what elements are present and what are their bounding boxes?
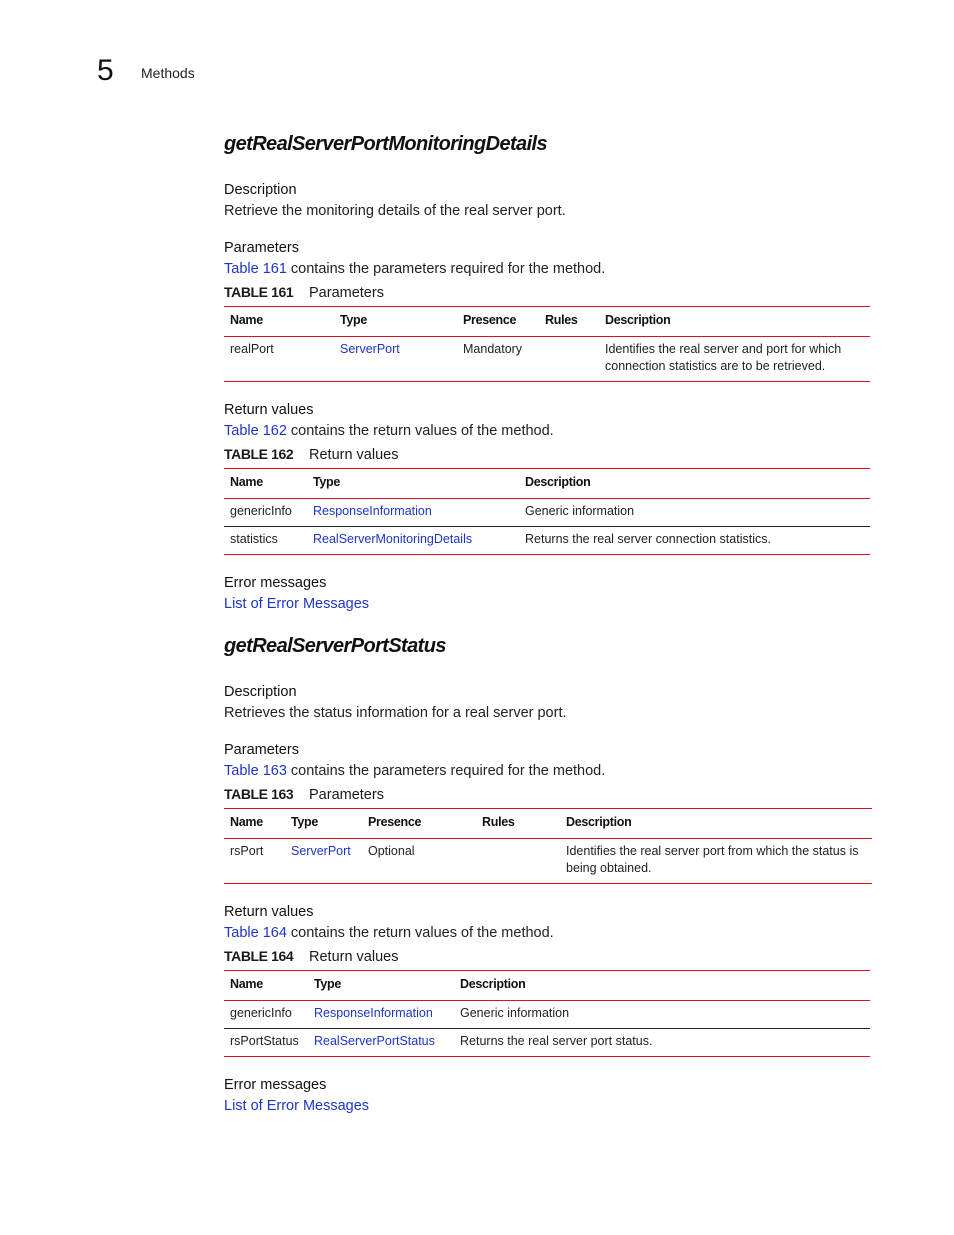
- column-header-description: Description: [599, 307, 870, 337]
- cell-name: genericInfo: [224, 499, 307, 527]
- table-164-link[interactable]: Table 164: [224, 925, 287, 941]
- column-header-presence: Presence: [457, 307, 539, 337]
- cell-name: realPort: [224, 337, 334, 382]
- table-caption: [224, 785, 872, 804]
- cell-name: statistics: [224, 527, 307, 555]
- column-header-description: Description: [560, 809, 872, 839]
- cell-type-link[interactable]: ResponseInformation: [307, 499, 519, 527]
- description-heading: Description: [224, 182, 297, 198]
- table-162-link[interactable]: Table 162: [224, 423, 287, 439]
- parameters-ref-text: contains the parameters required for the method.: [286, 261, 606, 277]
- table-row: [224, 499, 870, 527]
- table-caption-text: Return values: [309, 447, 399, 463]
- column-header-type: Type: [334, 307, 457, 337]
- column-header-name: Name: [224, 469, 307, 499]
- column-header-name: Name: [224, 971, 308, 1001]
- error-messages-link[interactable]: List of Error Messages: [224, 596, 370, 612]
- column-header-rules: Rules: [539, 307, 599, 337]
- cell-presence: Optional: [362, 839, 476, 884]
- cell-description: Returns the real server port status.: [454, 1029, 870, 1057]
- column-header-name: Name: [224, 809, 285, 839]
- table-label: TABLE 163: [224, 786, 294, 802]
- cell-name: rsPortStatus: [224, 1029, 308, 1057]
- table-caption-text: Return values: [309, 949, 399, 965]
- cell-type-link[interactable]: ServerPort: [334, 337, 457, 382]
- return-values-heading: Return values: [224, 402, 314, 418]
- return-values-ref: [224, 422, 872, 440]
- cell-type-link[interactable]: RealServerPortStatus: [308, 1029, 454, 1057]
- error-messages-ref: [224, 1097, 872, 1115]
- column-header-description: Description: [454, 971, 870, 1001]
- error-messages-heading: Error messages: [224, 575, 327, 591]
- table-row: [224, 1001, 870, 1029]
- cell-type-link[interactable]: RealServerMonitoringDetails: [307, 527, 519, 555]
- cell-description: Returns the real server connection statistics.: [519, 527, 870, 555]
- cell-description: Generic information: [519, 499, 870, 527]
- parameters-table: [224, 306, 870, 382]
- method-section-port-status: [224, 632, 872, 1115]
- chapter-number: 5: [97, 54, 114, 87]
- table-163-link[interactable]: Table 163: [224, 763, 287, 779]
- description-text: Retrieves the status information for a real server port.: [224, 705, 567, 721]
- table-row: [224, 337, 870, 382]
- column-header-rules: Rules: [476, 809, 560, 839]
- description-heading: Description: [224, 684, 297, 700]
- return-ref-text: contains the return values of the method.: [286, 423, 554, 439]
- cell-description: Identifies the real server port from which the status is being obtained.: [560, 839, 872, 884]
- table-161-link[interactable]: Table 161: [224, 261, 287, 277]
- return-values-heading: Return values: [224, 904, 314, 920]
- return-ref-text: contains the return values of the method.: [286, 925, 554, 941]
- column-header-name: Name: [224, 307, 334, 337]
- table-label: TABLE 164: [224, 948, 294, 964]
- table-row: [224, 839, 872, 884]
- table-row: [224, 527, 870, 555]
- table-caption: [224, 283, 872, 302]
- table-caption: [224, 947, 872, 966]
- description-text: Retrieve the monitoring details of the real server port.: [224, 203, 566, 219]
- method-section-monitoring-details: [224, 130, 872, 613]
- column-header-description: Description: [519, 469, 870, 499]
- parameters-ref-text: contains the parameters required for the method.: [286, 763, 606, 779]
- cell-type-link[interactable]: ResponseInformation: [308, 1001, 454, 1029]
- parameters-heading: Parameters: [224, 742, 299, 758]
- cell-type-link[interactable]: ServerPort: [285, 839, 362, 884]
- error-messages-ref: [224, 595, 872, 613]
- column-header-type: Type: [285, 809, 362, 839]
- column-header-type: Type: [308, 971, 454, 1001]
- table-caption-text: Parameters: [309, 285, 384, 301]
- table-label: TABLE 162: [224, 446, 294, 462]
- cell-name: rsPort: [224, 839, 285, 884]
- method-title: getRealServerPortStatus: [224, 635, 446, 657]
- parameters-ref: [224, 762, 872, 780]
- return-values-ref: [224, 924, 872, 942]
- cell-description: Identifies the real server and port for which connection statistics are to be retrieved.: [599, 337, 870, 382]
- parameters-table: [224, 808, 872, 884]
- parameters-ref: [224, 260, 872, 278]
- method-title: getRealServerPortMonitoringDetails: [224, 133, 548, 155]
- column-header-type: Type: [307, 469, 519, 499]
- page-content: [224, 130, 872, 1134]
- cell-description: Generic information: [454, 1001, 870, 1029]
- cell-name: genericInfo: [224, 1001, 308, 1029]
- parameters-heading: Parameters: [224, 240, 299, 256]
- table-row: [224, 1029, 870, 1057]
- return-values-table: [224, 468, 870, 555]
- error-messages-heading: Error messages: [224, 1077, 327, 1093]
- chapter-title: Methods: [141, 65, 195, 81]
- column-header-presence: Presence: [362, 809, 476, 839]
- error-messages-link[interactable]: List of Error Messages: [224, 1098, 370, 1114]
- return-values-table: [224, 970, 870, 1057]
- cell-rules: [476, 839, 560, 884]
- table-label: TABLE 161: [224, 284, 294, 300]
- table-caption-text: Parameters: [309, 787, 384, 803]
- cell-presence: Mandatory: [457, 337, 539, 382]
- cell-rules: [539, 337, 599, 382]
- table-caption: [224, 445, 872, 464]
